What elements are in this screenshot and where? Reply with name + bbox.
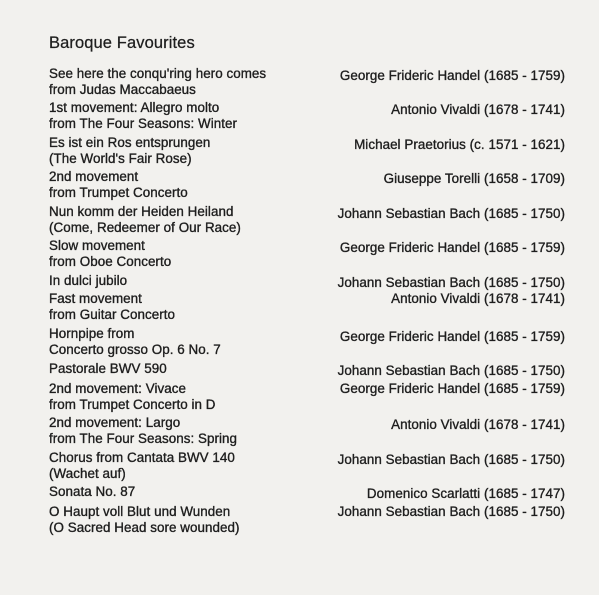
track-title-line: (The World's Fair Rose) (49, 151, 192, 166)
track-composer: Johann Sebastian Bach (1685 - 1750) (337, 275, 565, 290)
track-title (49, 484, 135, 500)
track-composer: Johann Sebastian Bach (1685 - 1750) (337, 504, 565, 519)
track-title-line: from Trumpet Concerto in D (49, 397, 216, 412)
track-title-line: 2nd movement (49, 169, 139, 184)
track-title (49, 273, 127, 289)
track-title-line: from Guitar Concerto (49, 307, 176, 322)
track-title-line: In dulci jubilo (49, 273, 128, 288)
track-title-line: O Haupt voll Blut und Wunden (49, 504, 231, 519)
track-title (49, 291, 175, 323)
track-composer: Michael Praetorius (c. 1571 - 1621) (354, 137, 565, 152)
track-composer: Antonio Vivaldi (1678 - 1741) (391, 102, 565, 117)
track-title-line: 2nd movement: Vivace (49, 381, 186, 396)
track-title-line: 2nd movement: Largo (49, 415, 181, 430)
track-title-line: (Come, Redeemer of Our Race) (49, 220, 241, 235)
track-title-line: Chorus from Cantata BWV 140 (49, 450, 235, 465)
track-title-line: Concerto grosso Op. 6 No. 7 (49, 342, 221, 357)
track-title-line: Nun komm der Heiden Heiland (49, 204, 234, 219)
track-composer: Johann Sebastian Bach (1685 - 1750) (337, 452, 565, 467)
track-title (49, 326, 221, 358)
track-composer: George Frideric Handel (1685 - 1759) (339, 68, 565, 83)
track-title-line: from Oboe Concerto (49, 254, 172, 269)
track-title-line: Hornpipe from (49, 326, 135, 341)
track-composer: George Frideric Handel (1685 - 1759) (339, 240, 565, 255)
track-composer: Johann Sebastian Bach (1685 - 1750) (337, 363, 565, 378)
track-title-line: from Trumpet Concerto (49, 185, 188, 200)
track-title (49, 100, 237, 132)
track-title (49, 504, 239, 536)
track-composer: Giuseppe Torelli (1658 - 1709) (383, 171, 565, 186)
track-title-line: Pastorale BWV 590 (49, 361, 167, 376)
track-composer: Domenico Scarlatti (1685 - 1747) (366, 486, 565, 501)
track-title (49, 415, 237, 447)
track-title (49, 135, 210, 167)
track-title-line: 1st movement: Allegro molto (49, 100, 220, 115)
track-title-line: Es ist ein Ros entsprungen (49, 135, 211, 150)
track-title (49, 66, 266, 98)
track-title-line: Slow movement (49, 238, 145, 253)
track-composer: Antonio Vivaldi (1678 - 1741) (391, 291, 565, 306)
track-title-line: (O Sacred Head sore wounded) (49, 520, 240, 535)
track-title (49, 381, 216, 413)
track-composer: George Frideric Handel (1685 - 1759) (339, 381, 565, 396)
track-composer: George Frideric Handel (1685 - 1759) (339, 329, 565, 344)
track-title-line: Sonata No. 87 (49, 484, 136, 499)
track-title (49, 238, 171, 270)
track-composer: Antonio Vivaldi (1678 - 1741) (391, 417, 565, 432)
track-title-line: Fast movement (49, 291, 142, 306)
page-title: Baroque Favourites (49, 34, 195, 52)
track-title (49, 450, 235, 482)
track-composer: Johann Sebastian Bach (1685 - 1750) (337, 206, 565, 221)
track-title-line: from The Four Seasons: Spring (49, 431, 238, 446)
track-title-line: from Judas Maccabaeus (49, 82, 196, 97)
track-title-line: See here the conqu'ring hero comes (49, 66, 267, 81)
track-title (49, 361, 167, 377)
track-title (49, 204, 241, 236)
track-title (49, 169, 188, 201)
track-title-line: (Wachet auf) (49, 466, 126, 481)
track-title-line: from The Four Seasons: Winter (49, 116, 237, 131)
